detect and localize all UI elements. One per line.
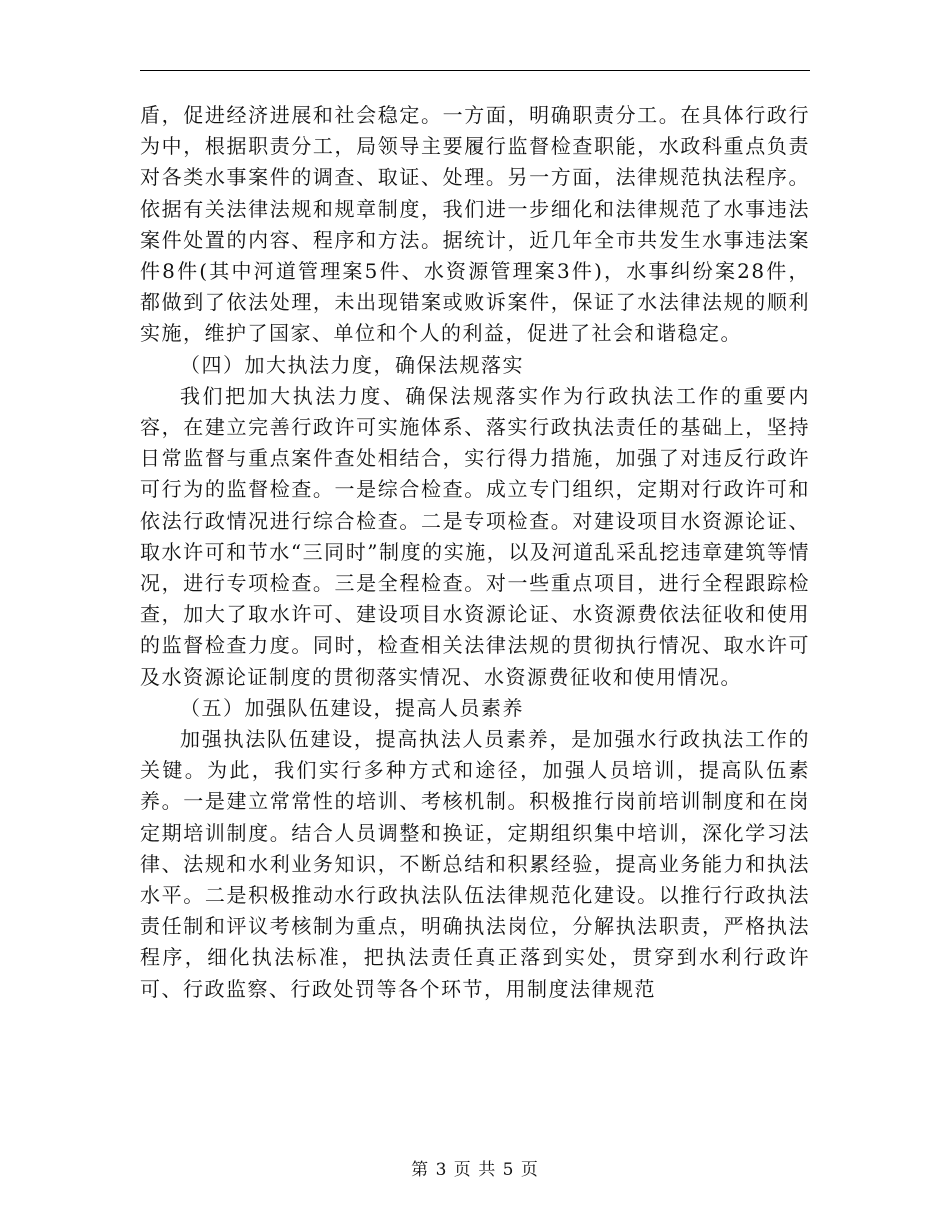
page-number-footer: 第 3 页 共 5 页 xyxy=(411,1160,539,1180)
paragraph-enforcement: 我们把加大执法力度、确保法规落实作为行政执法工作的重要内容，在建立完善行政许可实施体系、落实行政执法责任的基础上，坚持日常监督与重点案件查处相结合，实行得力措施，加强了对违反行政许可行为的监督检查。一是综合检查。成立专门组织，定期对行政许可和依法行政情况进行综合检查。二是专项检查。对建设项目水资源论证、取水许可和节水“三同时”制度的实施，以及河道乱采乱挖违章建筑等情况，进行专项检查。三是全程检查。对一些重点项目，进行全程跟踪检查，加大了取水许可、建设项目水资源论证、水资源费依法征收和使用的监督检查力度。同时，检查相关法律法规的贯彻执行情况、取水许可及水资源论证制度的贯彻落实情况、水资源费征收和使用情况。 xyxy=(140,383,810,689)
document-body xyxy=(140,100,810,1005)
section-heading-5: （五）加强队伍建设，提高人员素养 xyxy=(180,695,524,720)
paragraph-continuation: 盾，促进经济进展和社会稳定。一方面，明确职责分工。在具体行政行为中，根据职责分工，局领导主要履行监督检查职能，水政科重点负责对各类水事案件的调查、取证、处理。另一方面，法律规范执法程序。依据有关法律法规和规章制度，我们进一步细化和法律规范了水事违法案件处置的内容、程序和方法。据统计，近几年全市共发生水事违法案件8件(其中河道管理案5件、水资源管理案3件)，水事纠纷案28件，都做到了依法处理，未出现错案或败诉案件，保证了水法律法规的顺利实施，维护了国家、单位和个人的利益，促进了社会和谐稳定。 xyxy=(140,103,810,346)
header-divider xyxy=(140,70,810,71)
section-heading-4: （四）加大执法力度，确保法规落实 xyxy=(180,352,524,377)
paragraph-team-building: 加强执法队伍建设，提高执法人员素养，是加强水行政执法工作的关键。为此，我们实行多种方式和途径，加强人员培训，提高队伍素养。一是建立常常性的培训、考核机制。积极推行岗前培训制度和在岗定期培训制度。结合人员调整和换证，定期组织集中培训，深化学习法律、法规和水利业务知识，不断总结和积累经验，提高业务能力和执法水平。二是积极推动水行政执法队伍法律规范化建设。以推行行政执法责任制和评议考核制为重点，明确执法岗位，分解执法职责，严格执法程序，细化执法标准，把执法责任真正落到实处，贯穿到水利行政许可、行政监察、行政处罚等各个环节，用制度法律规范 xyxy=(140,727,810,1001)
